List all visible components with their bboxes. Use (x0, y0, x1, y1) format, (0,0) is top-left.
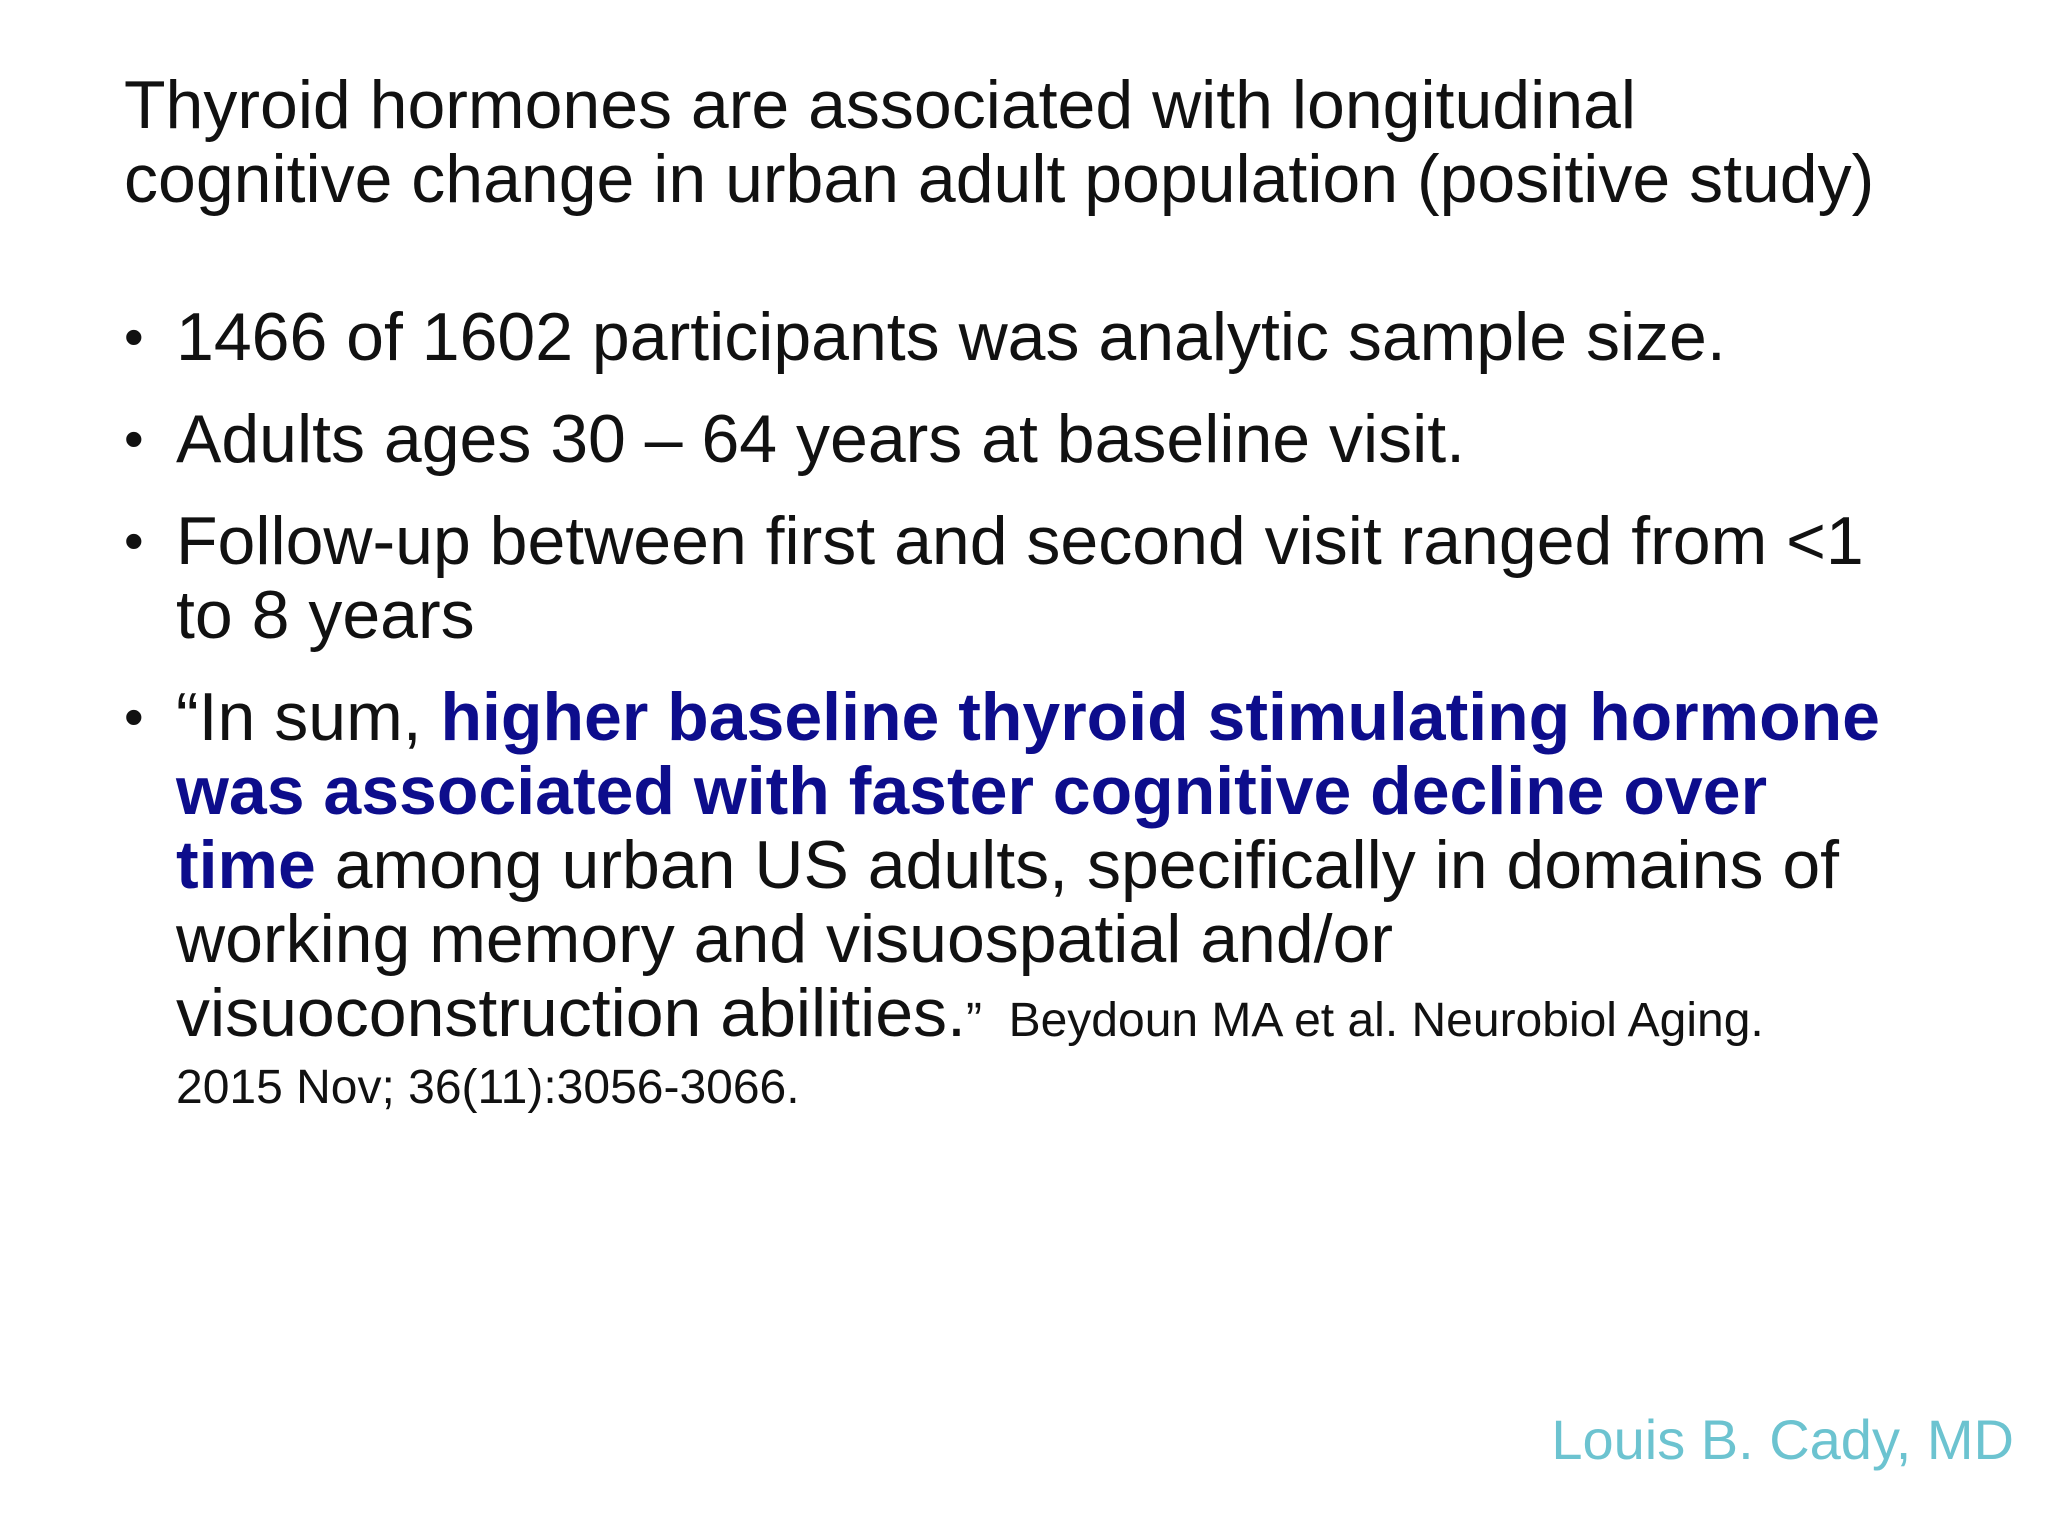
quote-highlight-1: higher baseline thyroid stimulating hormone (440, 679, 1880, 755)
bullet-dot: • (124, 305, 144, 368)
quote-text-5: visuoconstruction abilities. (176, 975, 966, 1051)
title-line-1: Thyroid hormones are associated with longitudinal (124, 67, 1636, 143)
bullet-text: 1466 of 1602 participants was analytic sample size. (176, 299, 1726, 375)
bullet-quote (124, 680, 1984, 1118)
quote-line-4: working memory and visuospatial and/or (176, 901, 1394, 977)
bullet-sample-size (124, 300, 1984, 374)
quote-highlight-2: was associated with faster cognitive decline over (176, 753, 1768, 829)
close-quote: ” (965, 994, 982, 1047)
bullet-dot: • (124, 509, 144, 572)
bullet-dot: • (124, 685, 144, 748)
author-credit: Louis B. Cady, MD (1551, 1408, 2014, 1471)
citation-part-2: 2015 Nov; 36(11):3056-3066. (176, 1061, 800, 1114)
bullet-list (124, 300, 1984, 1146)
title-line-2: cognitive change in urban adult population (positive study) (124, 141, 1875, 217)
bullet-text-line-1: Follow-up between first and second visit ranged from <1 (176, 503, 1864, 579)
bullet-text: Adults ages 30 – 64 years at baseline visit. (176, 401, 1465, 477)
bullet-follow-up (124, 504, 1984, 652)
quote-line-3 (176, 828, 1984, 902)
bullet-dot: • (124, 407, 144, 470)
bullet-ages (124, 402, 1984, 476)
bullet-text-line-2: to 8 years (176, 577, 475, 653)
slide-title (124, 68, 1984, 216)
quote-rest-3: among urban US adults, specifically in domains of (315, 827, 1840, 903)
quote-line-1 (176, 680, 1984, 754)
quote-highlight-3: time (176, 827, 316, 903)
quote-line-5 (176, 976, 1984, 1058)
quote-lead: “In sum, (176, 679, 441, 755)
citation-part-1: Beydoun MA et al. Neurobiol Aging. (1008, 994, 1764, 1047)
